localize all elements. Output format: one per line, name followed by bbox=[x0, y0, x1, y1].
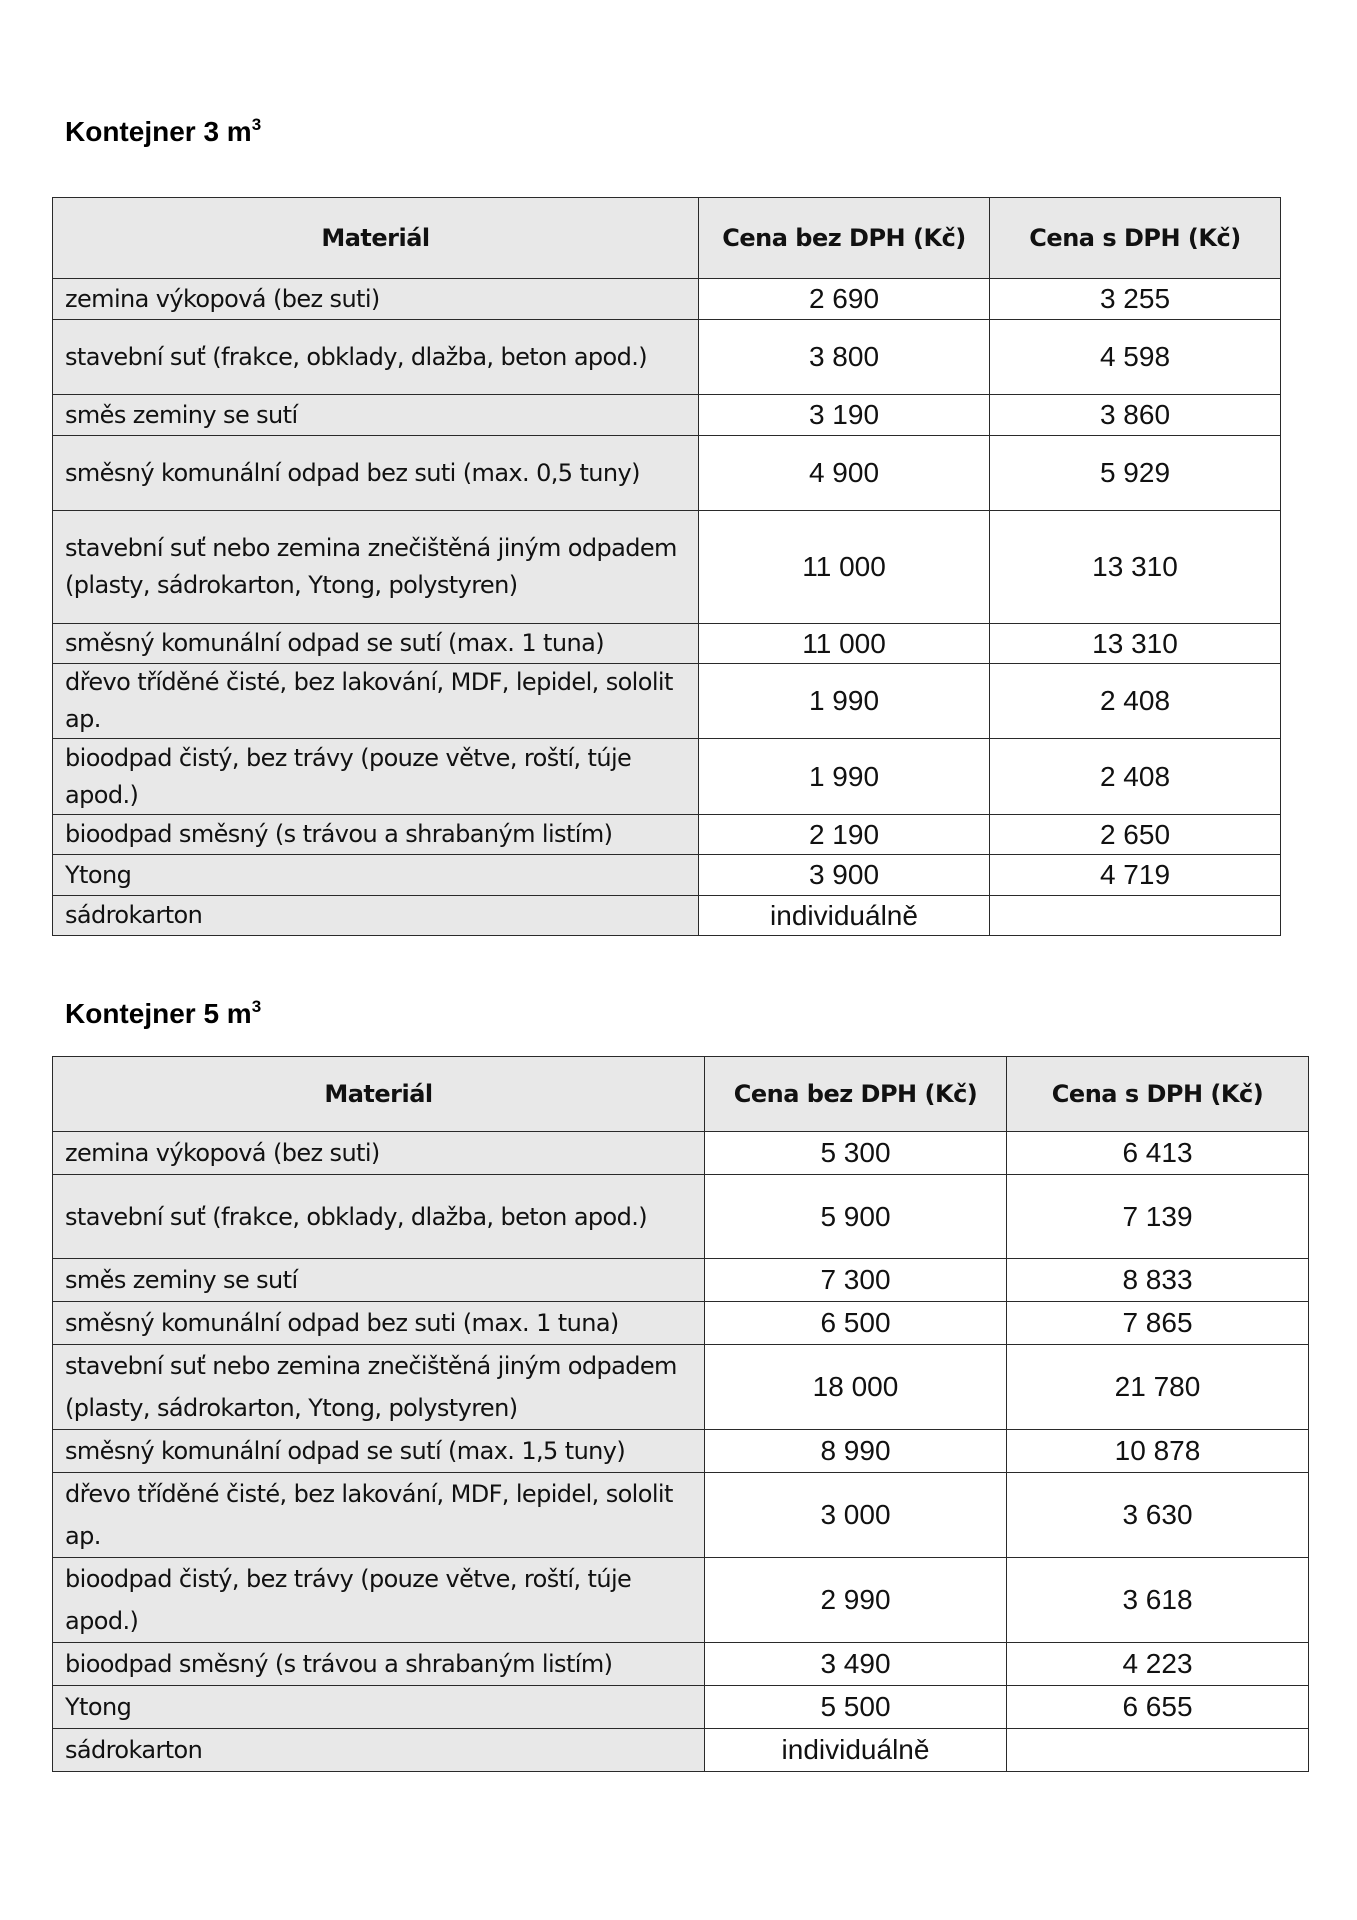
price-incl-vat-cell: 3 255 bbox=[990, 279, 1281, 320]
table-row bbox=[53, 1729, 1309, 1772]
price-excl-vat-cell: 4 900 bbox=[699, 436, 990, 511]
table-row bbox=[53, 1132, 1309, 1175]
material-cell: směsný komunální odpad se sutí (max. 1,5 tuny) bbox=[53, 1430, 705, 1473]
price-excl-vat-cell: 3 900 bbox=[699, 855, 990, 896]
price-incl-vat-cell: 4 719 bbox=[990, 855, 1281, 896]
table-row bbox=[53, 815, 1281, 855]
price-incl-vat-cell: 8 833 bbox=[1007, 1259, 1309, 1302]
table-row bbox=[53, 436, 1281, 511]
price-incl-vat-cell: 3 860 bbox=[990, 395, 1281, 436]
material-cell: sádrokarton bbox=[53, 1729, 705, 1772]
price-excl-vat-cell: 2 690 bbox=[699, 279, 990, 320]
price-incl-vat-cell: 2 650 bbox=[990, 815, 1281, 855]
header-material: Materiál bbox=[53, 198, 699, 279]
material-cell: směs zeminy se sutí bbox=[53, 395, 699, 436]
material-cell: Ytong bbox=[53, 855, 699, 896]
price-excl-vat-cell: 3 800 bbox=[699, 320, 990, 395]
material-cell: směsný komunální odpad se sutí (max. 1 tuna) bbox=[53, 624, 699, 664]
material-cell: směsný komunální odpad bez suti (max. 1 tuna) bbox=[53, 1302, 705, 1345]
section-title-5m bbox=[65, 998, 261, 1030]
price-incl-vat-cell: 2 408 bbox=[990, 739, 1281, 815]
material-cell: stavební suť nebo zemina znečištěná jiným odpadem (plasty, sádrokarton, Ytong, polystyren) bbox=[53, 1345, 705, 1430]
table-row bbox=[53, 1686, 1309, 1729]
price-table-3m bbox=[52, 197, 1281, 936]
table-row bbox=[53, 1473, 1309, 1558]
price-excl-vat-cell: 2 990 bbox=[705, 1558, 1007, 1643]
price-incl-vat-cell: 2 408 bbox=[990, 664, 1281, 739]
price-excl-vat-cell: 6 500 bbox=[705, 1302, 1007, 1345]
table-row bbox=[53, 1302, 1309, 1345]
table-row bbox=[53, 1430, 1309, 1473]
price-incl-vat-cell: 3 630 bbox=[1007, 1473, 1309, 1558]
price-incl-vat-cell bbox=[990, 896, 1281, 936]
material-cell: Ytong bbox=[53, 1686, 705, 1729]
price-excl-vat-cell: individuálně bbox=[699, 896, 990, 936]
material-cell: bioodpad směsný (s trávou a shrabaným listím) bbox=[53, 1643, 705, 1686]
table-row bbox=[53, 624, 1281, 664]
table-row bbox=[53, 1175, 1309, 1259]
price-excl-vat-cell: 11 000 bbox=[699, 511, 990, 624]
material-cell: zemina výkopová (bez suti) bbox=[53, 1132, 705, 1175]
table-row bbox=[53, 320, 1281, 395]
header-price-incl-vat: Cena s DPH (Kč) bbox=[1007, 1057, 1309, 1132]
material-cell: stavební suť nebo zemina znečištěná jiným odpadem (plasty, sádrokarton, Ytong, polystyren) bbox=[53, 511, 699, 624]
material-cell: dřevo tříděné čisté, bez lakování, MDF, lepidel, sololit ap. bbox=[53, 1473, 705, 1558]
price-excl-vat-cell: 5 300 bbox=[705, 1132, 1007, 1175]
material-cell: zemina výkopová (bez suti) bbox=[53, 279, 699, 320]
price-incl-vat-cell: 3 618 bbox=[1007, 1558, 1309, 1643]
table-row bbox=[53, 1643, 1309, 1686]
material-cell: směsný komunální odpad bez suti (max. 0,5 tuny) bbox=[53, 436, 699, 511]
table-row bbox=[53, 1259, 1309, 1302]
section-title-text: Kontejner 5 m bbox=[65, 998, 252, 1029]
price-excl-vat-cell: 3 190 bbox=[699, 395, 990, 436]
price-excl-vat-cell: 1 990 bbox=[699, 739, 990, 815]
material-cell: směs zeminy se sutí bbox=[53, 1259, 705, 1302]
price-excl-vat-cell: 5 500 bbox=[705, 1686, 1007, 1729]
header-price-excl-vat: Cena bez DPH (Kč) bbox=[705, 1057, 1007, 1132]
price-incl-vat-cell: 4 223 bbox=[1007, 1643, 1309, 1686]
price-excl-vat-cell: individuálně bbox=[705, 1729, 1007, 1772]
material-cell: bioodpad čistý, bez trávy (pouze větve, roští, túje apod.) bbox=[53, 739, 699, 815]
price-excl-vat-cell: 3 000 bbox=[705, 1473, 1007, 1558]
table-row bbox=[53, 855, 1281, 896]
price-incl-vat-cell: 13 310 bbox=[990, 511, 1281, 624]
table-row bbox=[53, 664, 1281, 739]
section-title-superscript: 3 bbox=[251, 997, 262, 1016]
section-title-text: Kontejner 3 m bbox=[65, 116, 252, 147]
material-cell: stavební suť (frakce, obklady, dlažba, beton apod.) bbox=[53, 320, 699, 395]
section-title-superscript: 3 bbox=[251, 115, 262, 134]
price-incl-vat-cell: 7 865 bbox=[1007, 1302, 1309, 1345]
table-header-row bbox=[53, 1057, 1309, 1132]
price-incl-vat-cell: 6 413 bbox=[1007, 1132, 1309, 1175]
table-header-row bbox=[53, 198, 1281, 279]
table-row bbox=[53, 395, 1281, 436]
price-excl-vat-cell: 5 900 bbox=[705, 1175, 1007, 1259]
price-incl-vat-cell bbox=[1007, 1729, 1309, 1772]
price-incl-vat-cell: 6 655 bbox=[1007, 1686, 1309, 1729]
price-excl-vat-cell: 8 990 bbox=[705, 1430, 1007, 1473]
table-row bbox=[53, 896, 1281, 936]
price-excl-vat-cell: 2 190 bbox=[699, 815, 990, 855]
table-row bbox=[53, 511, 1281, 624]
price-incl-vat-cell: 4 598 bbox=[990, 320, 1281, 395]
table-row bbox=[53, 1345, 1309, 1430]
price-incl-vat-cell: 10 878 bbox=[1007, 1430, 1309, 1473]
price-excl-vat-cell: 18 000 bbox=[705, 1345, 1007, 1430]
material-cell: dřevo tříděné čisté, bez lakování, MDF, lepidel, sololit ap. bbox=[53, 664, 699, 739]
price-excl-vat-cell: 11 000 bbox=[699, 624, 990, 664]
price-incl-vat-cell: 5 929 bbox=[990, 436, 1281, 511]
price-excl-vat-cell: 7 300 bbox=[705, 1259, 1007, 1302]
table-row bbox=[53, 1558, 1309, 1643]
material-cell: stavební suť (frakce, obklady, dlažba, beton apod.) bbox=[53, 1175, 705, 1259]
price-table-5m bbox=[52, 1056, 1309, 1772]
header-price-incl-vat: Cena s DPH (Kč) bbox=[990, 198, 1281, 279]
table-row bbox=[53, 739, 1281, 815]
price-excl-vat-cell: 1 990 bbox=[699, 664, 990, 739]
header-material: Materiál bbox=[53, 1057, 705, 1132]
table-row bbox=[53, 279, 1281, 320]
material-cell: sádrokarton bbox=[53, 896, 699, 936]
price-incl-vat-cell: 7 139 bbox=[1007, 1175, 1309, 1259]
section-title-3m bbox=[65, 116, 261, 148]
material-cell: bioodpad čistý, bez trávy (pouze větve, roští, túje apod.) bbox=[53, 1558, 705, 1643]
price-incl-vat-cell: 21 780 bbox=[1007, 1345, 1309, 1430]
header-price-excl-vat: Cena bez DPH (Kč) bbox=[699, 198, 990, 279]
material-cell: bioodpad směsný (s trávou a shrabaným listím) bbox=[53, 815, 699, 855]
price-incl-vat-cell: 13 310 bbox=[990, 624, 1281, 664]
price-excl-vat-cell: 3 490 bbox=[705, 1643, 1007, 1686]
